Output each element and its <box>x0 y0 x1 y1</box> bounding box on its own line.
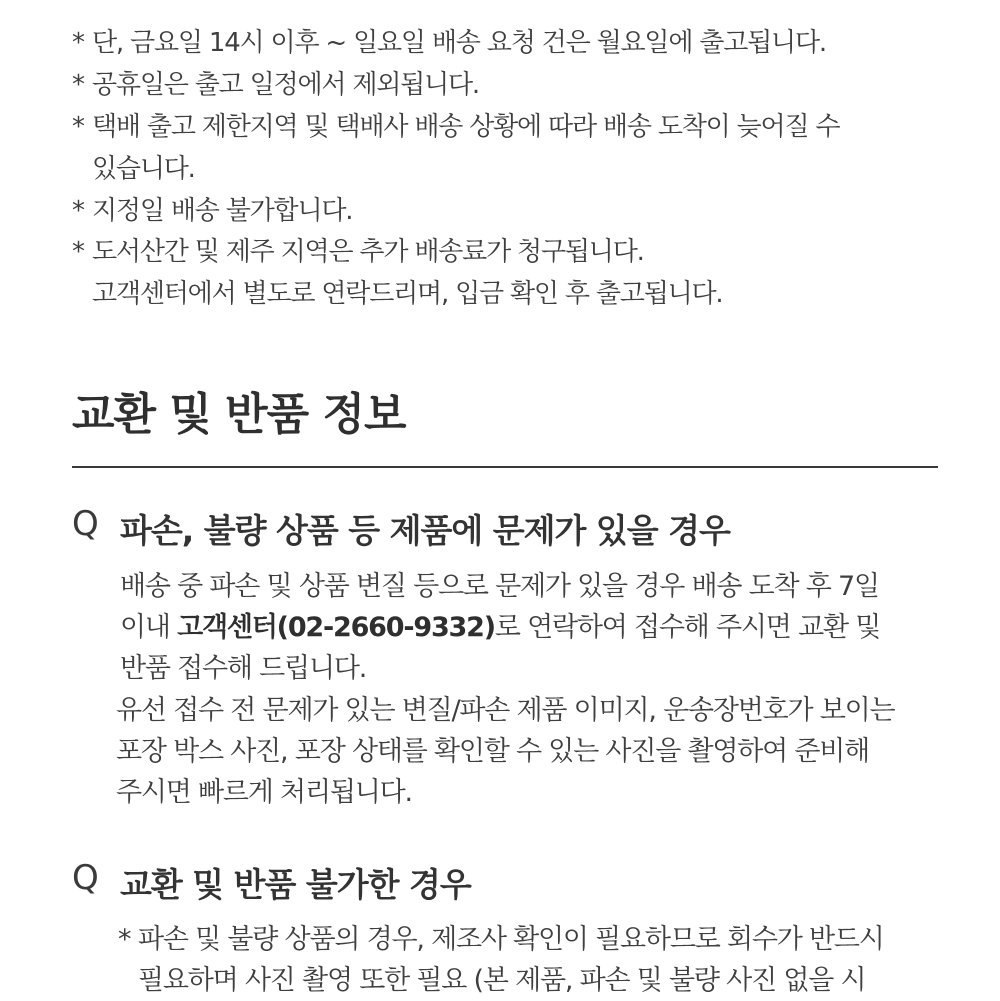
note-bullet: * <box>72 70 85 100</box>
note-bullet: * <box>118 924 131 955</box>
note-line: 지정일 배송 불가합니다. <box>92 196 353 226</box>
note-bullet: * <box>72 237 85 267</box>
note-line: 있습니다. <box>92 154 195 184</box>
faq-answer-line: 포장 박스 사진, 포장 상태를 확인할 수 있는 사진을 촬영하여 준비해 <box>116 736 870 767</box>
note-bullet: * <box>72 112 85 142</box>
note-line: 도서산간 및 제주 지역은 추가 배송료가 청구됩니다. <box>92 237 644 267</box>
faq-question-title: 교환 및 반품 불가한 경우 <box>120 865 471 904</box>
customer-center-phone: 고객센터(02-2660-9332) <box>177 612 495 643</box>
faq-question-title: 파손, 불량 상품 등 제품에 문제가 있을 경우 <box>120 511 730 550</box>
section-title: 교환 및 반품 정보 <box>72 389 406 440</box>
faq-answer-line: 배송 중 파손 및 상품 변질 등으로 문제가 있을 경우 배송 도착 후 7일 <box>120 571 879 602</box>
faq-answer-line: 주시면 빠르게 처리됩니다. <box>116 777 412 808</box>
faq-answer-line: 유선 접수 전 문제가 있는 변질/파손 제품 이미지, 운송장번호가 보이는 <box>116 695 895 726</box>
faq-answer-text: 로 연락하여 접수해 주시면 교환 및 <box>494 612 881 643</box>
note-bullet: * <box>72 28 85 58</box>
faq-answer-line: 파손 및 불량 상품의 경우, 제조사 확인이 필요하므로 회수가 반드시 <box>138 924 884 955</box>
faq-answer-text: 이내 <box>120 612 178 643</box>
faq-answer-line: 반품 접수해 드립니다. <box>120 653 367 684</box>
faq-answer-line <box>120 607 880 648</box>
note-line: 단, 금요일 14시 이후 ~ 일요일 배송 요청 건은 월요일에 출고됩니다. <box>92 28 826 58</box>
q-marker: Q <box>72 858 99 898</box>
section-divider <box>72 466 938 468</box>
note-line: 고객센터에서 별도로 연락드리며, 입금 확인 후 출고됩니다. <box>92 279 723 309</box>
faq-answer-line: 필요하며 사진 촬영 또한 필요 (본 제품, 파손 및 불량 사진 없을 시 <box>138 965 866 996</box>
q-marker: Q <box>72 504 99 544</box>
note-line: 택배 출고 제한지역 및 택배사 배송 상황에 따라 배송 도착이 늦어질 수 <box>92 112 840 142</box>
note-bullet: * <box>72 196 85 226</box>
note-line: 공휴일은 출고 일정에서 제외됩니다. <box>92 70 479 100</box>
